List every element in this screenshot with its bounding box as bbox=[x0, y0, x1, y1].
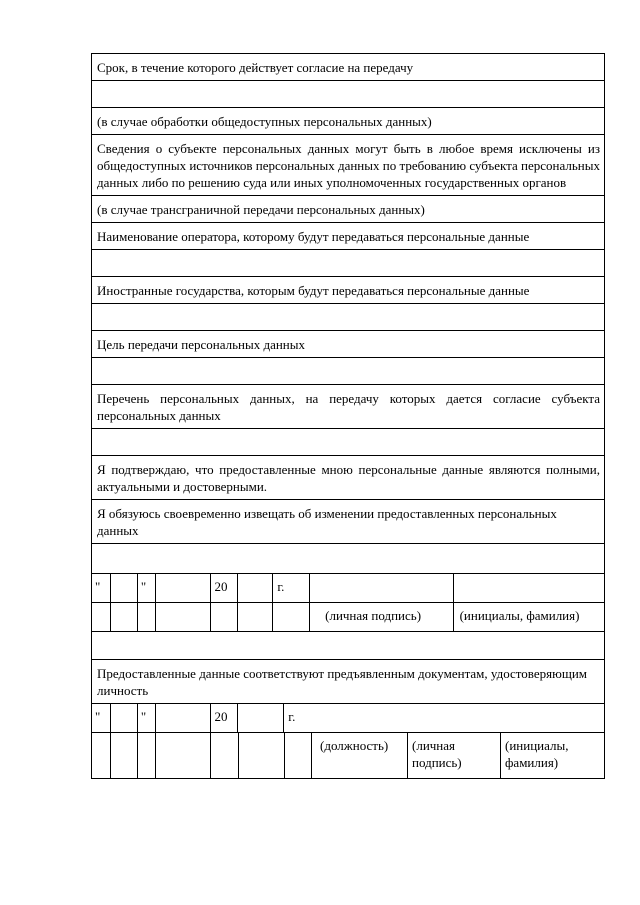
obligation-text: Я обязуюсь своевременно извещать об изменении предоставленных персональных данных bbox=[91, 500, 605, 544]
month-field[interactable] bbox=[155, 704, 210, 732]
foreign-countries-label: Иностранные государства, которым будут передаваться персональные данные bbox=[91, 277, 605, 304]
year-field[interactable] bbox=[237, 574, 272, 602]
date-quote-close: " bbox=[137, 574, 155, 602]
cross-border-heading: (в случае трансграничной передачи персональных данных) bbox=[91, 196, 605, 223]
month-field[interactable] bbox=[155, 574, 210, 602]
transfer-purpose-label: Цель передачи персональных данных bbox=[91, 331, 605, 358]
official-date-row bbox=[91, 704, 605, 733]
name-caption: (инициалы, фамилия) bbox=[500, 733, 604, 778]
confirmation-text: Я подтверждаю, что предоставленные мною персональные данные являются полными, актуальными и достоверными. bbox=[91, 456, 605, 500]
signature-field[interactable] bbox=[309, 574, 452, 602]
data-list-label: Перечень персональных данных, на передачу которых дается согласие субъекта персональных данных bbox=[91, 385, 605, 429]
date-quote-close: " bbox=[137, 704, 155, 732]
spacer-row bbox=[91, 544, 605, 574]
full-name-field[interactable] bbox=[453, 574, 604, 602]
operator-name-field[interactable] bbox=[91, 250, 605, 277]
position-caption: (должность) bbox=[311, 733, 407, 778]
transfer-purpose-field[interactable] bbox=[91, 358, 605, 385]
data-list-field[interactable] bbox=[91, 429, 605, 456]
year-prefix: 20 bbox=[210, 704, 238, 732]
consent-duration-label: Срок, в течение которого действует согласие на передачу bbox=[91, 53, 605, 81]
year-suffix: г. bbox=[272, 574, 309, 602]
spacer-row-2 bbox=[91, 632, 605, 660]
verification-text: Предоставленные данные соответствуют предъявленным документам, удостоверяющим личность bbox=[91, 660, 605, 704]
public-sources-note: Сведения о субъекте персональных данных могут быть в любое время исключены из общедоступных источников персональных данных по требованию субъекта персональных данных либо по решению суда или иных уполномоченных государственных органов bbox=[91, 135, 605, 196]
year-field[interactable] bbox=[237, 704, 283, 732]
signature-caption: (личная подпись) bbox=[309, 603, 452, 631]
signature-caption: (личная подпись) bbox=[407, 733, 500, 778]
operator-name-label: Наименование оператора, которому будут передаваться персональные данные bbox=[91, 223, 605, 250]
consent-form bbox=[91, 53, 605, 779]
public-sources-heading: (в случае обработки общедоступных персональных данных) bbox=[91, 108, 605, 135]
year-prefix: 20 bbox=[210, 574, 238, 602]
day-field[interactable] bbox=[110, 704, 137, 732]
name-caption: (инициалы, фамилия) bbox=[453, 603, 604, 631]
official-caption-row bbox=[91, 733, 605, 779]
foreign-countries-field[interactable] bbox=[91, 304, 605, 331]
consent-duration-field[interactable] bbox=[91, 81, 605, 108]
day-field[interactable] bbox=[110, 574, 137, 602]
date-quote-open: " bbox=[95, 579, 101, 594]
year-suffix: г. bbox=[283, 704, 604, 732]
subject-date-row bbox=[91, 574, 605, 603]
subject-caption-row bbox=[91, 603, 605, 632]
date-quote-open: " bbox=[95, 709, 101, 724]
